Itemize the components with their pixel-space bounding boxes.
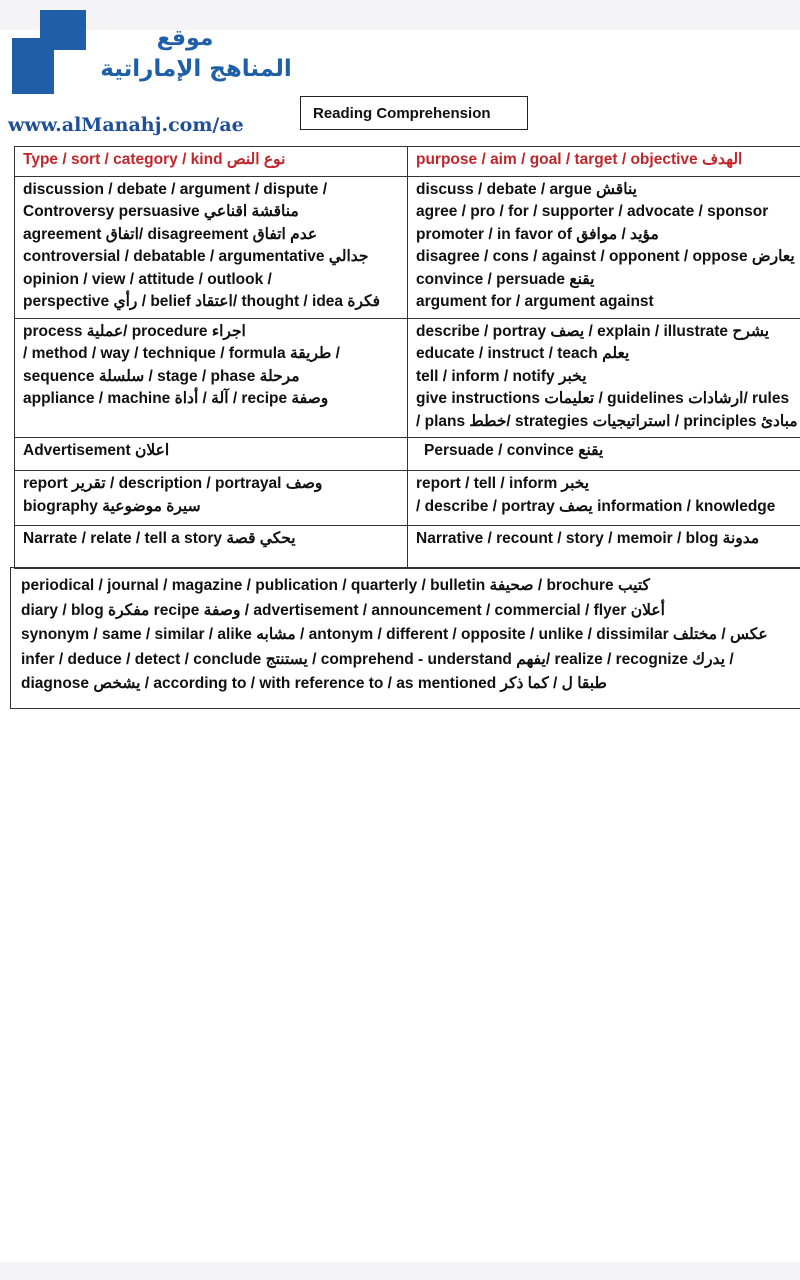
site-logo-icon [12,10,86,94]
cell-line: biography سيرة موضوعية [23,497,201,515]
cell-line: promoter / in favor of مؤيد / موافق [416,225,659,243]
vocabulary-table [14,146,800,569]
header-cell-type: Type / sort / category / kind نوع النص [15,147,408,177]
table-row [15,471,800,526]
cell-line: opinion / view / attitude / outlook / [23,270,272,288]
cell-line: educate / instruct / teach يعلم [416,345,630,362]
table-row [15,176,800,318]
table-row [15,526,800,569]
table-cell [408,318,800,438]
table-cell [15,176,408,318]
cell-line: agree / pro / for / supporter / advocate / sponsor [416,203,769,220]
bottom-nav-band [0,1262,800,1280]
vocabulary-box [10,567,800,709]
vocab-line: diagnose يشخص / according to / with reference to / as mentioned طبقا ل / كما ذكر [21,675,607,692]
cell-line: Advertisement اعلان [23,442,170,459]
logo-title-line1: موقع [156,26,214,51]
table-row [15,318,800,438]
table-header-row [15,147,800,177]
logo-title-line2: المناهج الإماراتية [100,56,292,82]
document-title: Reading Comprehension [313,105,491,122]
vocab-line: periodical / journal / magazine / publication / quarterly / bulletin صحيفة / brochure كتيب [21,577,650,594]
table-cell [15,438,408,471]
cell-line: Narrative / recount / story / memoir / blog مدونة [416,530,760,547]
cell-line: Persuade / convince يقنع [424,442,604,459]
cell-line: Controversy persuasive مناقشة اقناعي [23,203,299,220]
table-cell [408,471,800,526]
cell-line: discuss / debate / argue يناقش [416,180,637,198]
vocab-line: infer / deduce / detect / conclude يستنتج / comprehend - understand يفهم/ realize / recognize يدرك / [21,650,734,668]
site-url[interactable]: www.alManahj.com/ae [8,114,244,136]
cell-line: give instructions تعليمات / guidelines ارشادات/ rules [416,390,790,407]
table-cell [408,438,800,471]
cell-line: discussion / debate / argument / dispute / [23,180,328,198]
cell-line: process عملية/ procedure اجراء [23,322,246,340]
vocab-line: diary / blog مفكرة recipe وصفة / advertisement / announcement / commercial / flyer أعلان [21,601,665,619]
cell-line: describe / portray يصف / explain / illustrate يشرح [416,322,770,340]
cell-line: Narrate / relate / tell a story يحكي قصة [23,530,296,547]
table-cell [408,526,800,569]
cell-line: sequence سلسلة / stage / phase مرحلة [23,367,300,385]
cell-line: / describe / portray يصف information / knowledge [416,497,776,515]
table-cell [15,526,408,569]
document-title-box [300,96,528,130]
cell-line: tell / inform / notify يخبر [416,367,587,385]
table-cell [408,176,800,318]
cell-line: perspective رأي / belief اعتقاد/ thought / idea فكرة [23,293,381,310]
cell-line: / method / way / technique / formula طريقة / [23,345,340,362]
cell-line: convince / persuade يقنع [416,270,595,288]
table-cell [15,471,408,526]
cell-line: argument for / argument against [416,293,654,310]
cell-line: report تقرير / description / portrayal وصف [23,475,323,492]
cell-line: agreement اتفاق/ disagreement عدم اتفاق [23,225,318,243]
table-cell [15,318,408,438]
cell-line: controversial / debatable / argumentative جدالي [23,248,369,265]
cell-line: report / tell / inform يخبر [416,475,590,492]
table-row [15,438,800,471]
cell-line: disagree / cons / against / opponent / oppose يعارض [416,248,795,265]
cell-line: / plans خطط/ strategies استراتيجيات / principles مبادئ [416,412,798,430]
header-cell-purpose: purpose / aim / goal / target / objective الهدف [408,147,800,177]
cell-line: appliance / machine آلة / أداة / recipe وصفة [23,390,329,407]
vocab-line: synonym / same / similar / alike مشابه / antonym / different / opposite / unlike / dissimilar عكس / مختلف [21,626,768,643]
